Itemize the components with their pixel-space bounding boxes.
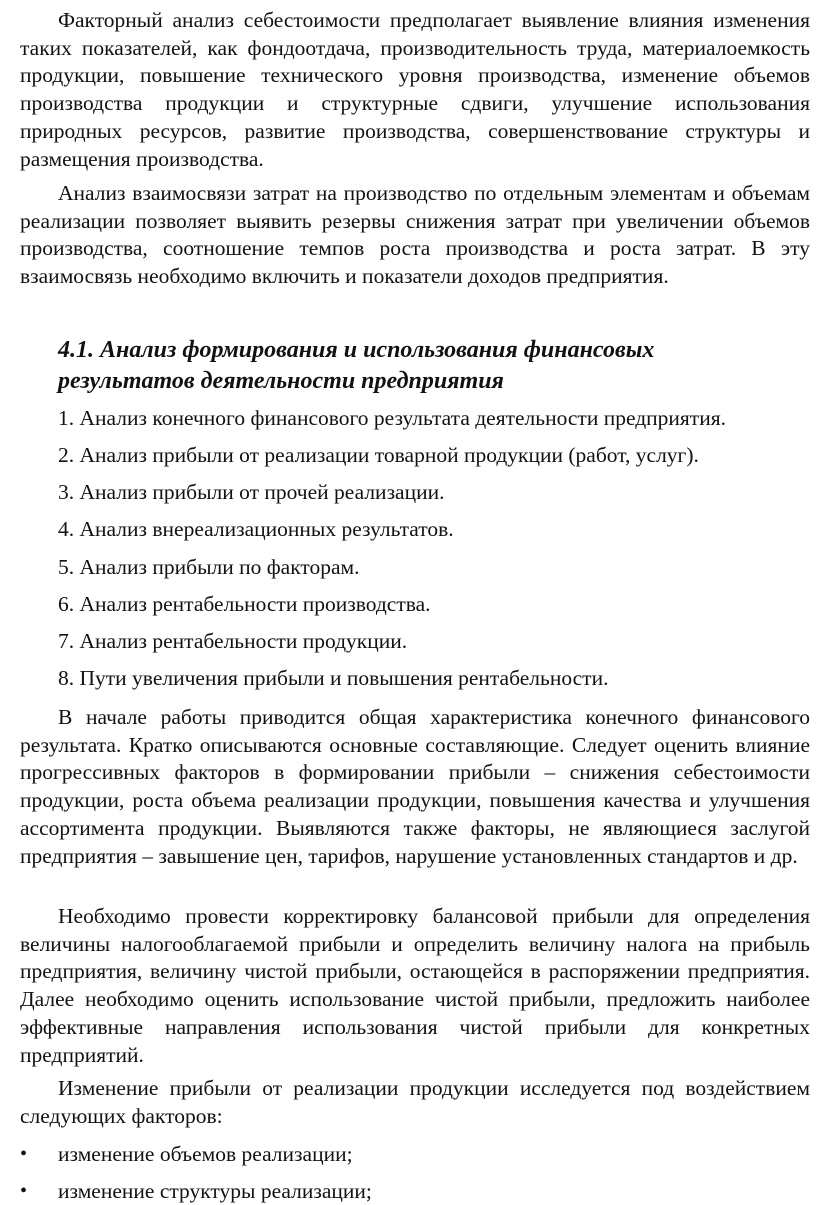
paragraph-profit-adjustment: Необходимо провести корректировку балансовой прибыли для определения величины налогооблагаемой прибыли и определить величину налога на прибыль предприятия, величину чистой прибыли, остающейся в распоряжении предприятия. Далее необходимо оценить использование чистой прибыли, предложить наиболее эффективные направления использования чистой прибыли для конкретных предприятий.	[20, 904, 810, 1067]
numbered-list-item: 5. Анализ прибыли по факторам.	[58, 555, 360, 579]
numbered-list-item: 3. Анализ прибыли от прочей реализации.	[58, 480, 445, 504]
numbered-list-item: 6. Анализ рентабельности производства.	[58, 592, 431, 616]
numbered-list-item: 7. Анализ рентабельности продукции.	[58, 629, 408, 653]
bullet-text: изменение объемов реализации;	[58, 1142, 353, 1166]
numbered-list-item: 2. Анализ прибыли от реализации товарной продукции (работ, услуг).	[58, 443, 699, 467]
section-heading-line-1: 4.1. Анализ формирования и использования финансовых	[58, 337, 655, 363]
numbered-list-item: 8. Пути увеличения прибыли и повышения рентабельности.	[58, 666, 609, 690]
bullet-glyph: •	[20, 1180, 28, 1202]
numbered-list-item: 4. Анализ внереализационных результатов.	[58, 517, 454, 541]
section-heading-line-2: результатов деятельности предприятия	[58, 368, 504, 394]
numbered-list-item: 1. Анализ конечного финансового результата деятельности предприятия.	[58, 406, 726, 430]
section-heading	[58, 335, 798, 397]
bullet-glyph: •	[20, 1143, 28, 1165]
bullet-text: изменение структуры реализации;	[58, 1179, 372, 1203]
paragraph-cost-volume-relationship: Анализ взаимосвязи затрат на производство по отдельным элементам и объемам реализации позволяет выявить резервы снижения затрат при увеличении объемов производства, соотношение темпов роста производства и роста затрат. В эту взаимосвязь необходимо включить и показатели доходов предприятия.	[20, 181, 810, 289]
paragraph-financial-result-overview: В начале работы приводится общая характеристика конечного финансового результата. Кратко описываются основные составляющие. Следует оценить влияние прогрессивных факторов в формировании прибыли – снижения себестоимости продукции, роста объема реализации продукции, повышения качества и улучшения ассортимента продукции. Выявляются также факторы, не являющиеся заслугой предприятия – завышение цен, тарифов, нарушение установленных стандартов и др.	[20, 705, 810, 868]
paragraph-cost-factor-analysis: Факторный анализ себестоимости предполагает выявление влияния изменения таких показателей, как фондоотдача, производительность труда, материалоемкость продукции, повышение технического уровня производства, изменение объемов производства продукции и структурные сдвиги, улучшение использования природных ресурсов, развитие производства, совершенствование структуры и размещения производства.	[20, 8, 810, 171]
paragraph-profit-change-factors: Изменение прибыли от реализации продукции исследуется под воздействием следующих факторов:	[20, 1076, 810, 1128]
